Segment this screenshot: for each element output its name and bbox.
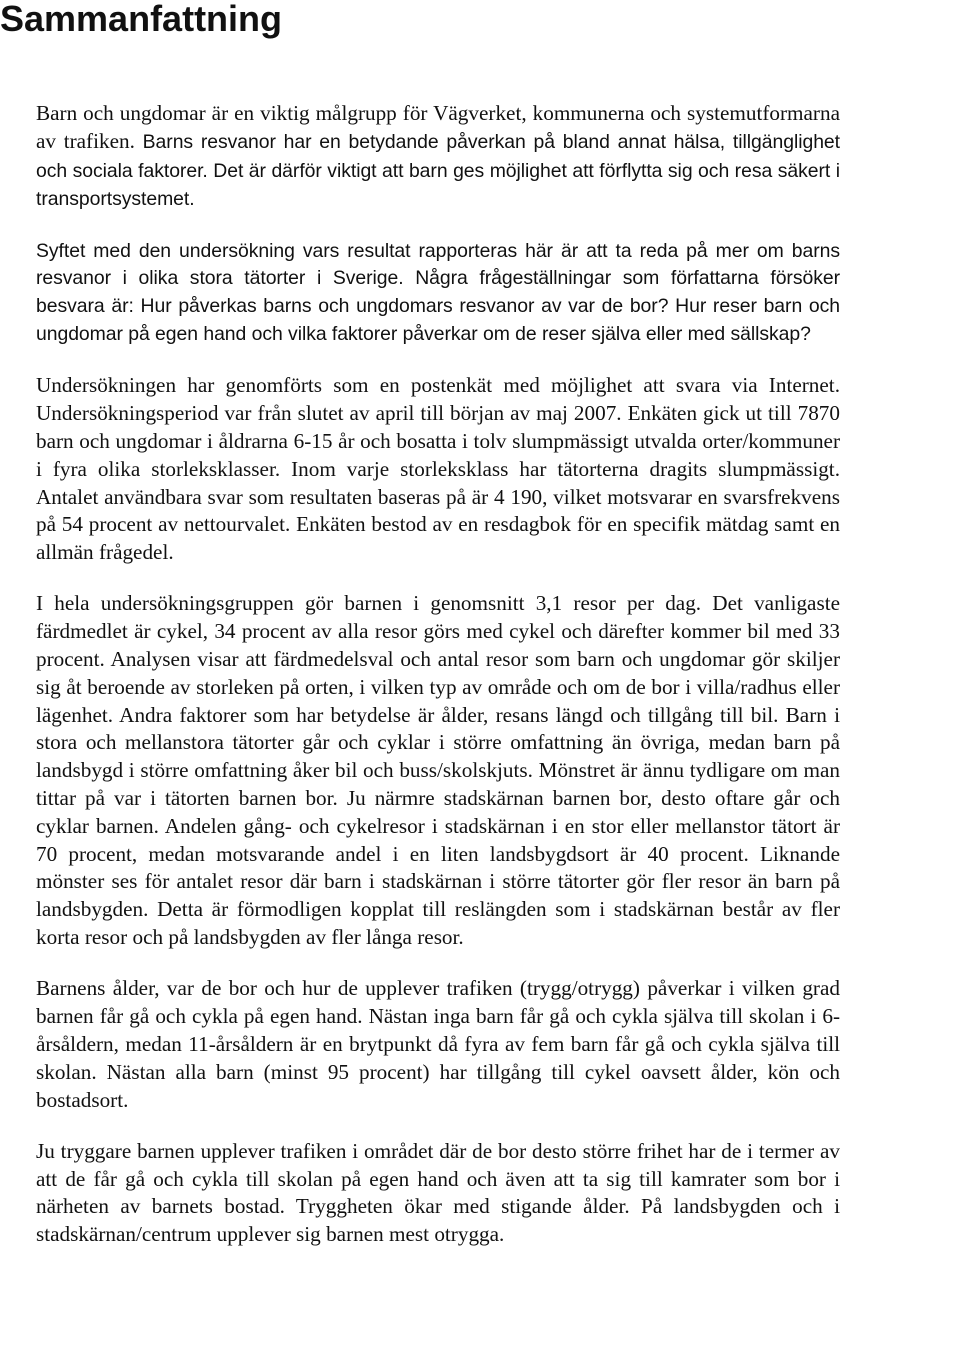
paragraph-results-lead: I hela undersökningsgruppen gör barnen i genomsnitt 3,1 resor per dag. Det vanligaste färdmedlet är cykel, 34 procent av alla resor görs med cykel och därefter kommer bil med 33 procent. Analysen visar att färdmedelsval och antal resor som barn och ungdomar gör skiljer sig åt beroende av storleken på orten, i vilken typ av område och om de bor i villa/radhus eller lägenhet. Andra faktorer som har betydelse är ålder, resans längd och tillgång till bil. Barn i stora och mellanstora tätorter går och cyklar i större omfattning än övriga, medan barn på landsbygd i större omfattning åker bil och buss/skolskjuts. Mönstret är ännu tydligare om man tittar på var i tätorten barnen bor. Ju närmre stadskärnan barnen bor, desto oftare går och cyklar barnen. Andelen gång- och cykelresor i stadskärnan i en stor eller mellanstor tätort är 70 procent, medan motsvarande andel i en liten landsbygdsort är 40 procent. Liknande mönster ses för antalet resor där barn i stadskärnan i större tätorter gör fler resor än barn på landsbygden. Detta är förmodligen kopplat till reslängden som i stadskärnan består av fler korta resor och på landsbygden av fler långa resor. [36,591,840,950]
paragraph-intro-tail: Barns resvanor har en betydande påverkan på bland annat hälsa, tillgänglighet och sociala faktorer. Det är därför viktigt att barn ges möjlighet att förflytta sig och resa säkert i transportsystemet. [36,130,840,211]
paragraph-method-lead: Undersökningen har genomförts som en postenkät med möjlighet att svara via Internet. Undersökningsperiod var från slutet av april till början av maj 2007. Enkäten gick ut till 7870 barn och ungdomar i åldrarna 6-15 år och bosatta i tolv slumpmässigt utvalda orter/kommuner i fyra olika storleksklasser. Inom varje storleksklass har tätorterna dragits slumpmässigt. Antalet användbara svar som resultaten baseras på är 4 190, vilket motsvarar en svarsfrekvens på 54 procent av nettourvalet. Enkäten bestod av en resdagbok för en specifik mätdag samt en allmän frågedel. [36,373,840,565]
page-title: Sammanfattning [0,0,283,39]
paragraph-intro [36,100,840,214]
paragraph-purpose [36,238,840,349]
paragraph-safety-lead: Ju tryggare barnen upplever trafiken i området där de bor desto större frihet har de i termer av att de får gå och cykla till skolan på egen hand och även att ta sig till kamrater som bor i närheten av barnets bostad. Tryggheten ökar med stigande ålder. På landsbygden och i stadskärnan/centrum upplever sig barnen mest otrygga. [36,1138,840,1247]
paragraph-age [36,975,840,1114]
paragraph-purpose-lead: Syftet med den undersökning vars resultat rapporteras här är att ta reda på mer om barns resvanor i olika stora tätorter i Sverige. Några frågeställningar som författarna försöker besvara är: Hur påverkas barns och ungdomars resvanor av var de bor? Hur reser barn och ungdomar på egen hand och vilka faktorer påverkar om de reser själva eller med sällskap? [36,239,840,346]
paragraph-results [36,590,840,951]
paragraph-method [36,372,840,567]
paragraph-safety [36,1138,840,1249]
paragraph-intro-lead: Barn och ungdomar är en viktig målgrupp för Vägverket, kommunerna och systemutformarna av trafiken. [36,101,840,153]
paragraph-age-lead: Barnens ålder, var de bor och hur de upplever trafiken (trygg/otrygg) påverkar i vilken grad barnen får gå och cykla på egen hand. Nästan inga barn får gå och cykla själva till skolan i 6-årsåldern, medan 11-årsåldern är en brytpunkt då fyra av fem barn får gå och cykla själva till skolan. Nästan alla barn (minst 95 procent) har tillgång till cykel oavsett ålder, kön och bostadsort. [36,976,840,1112]
summary-body [36,100,840,1249]
